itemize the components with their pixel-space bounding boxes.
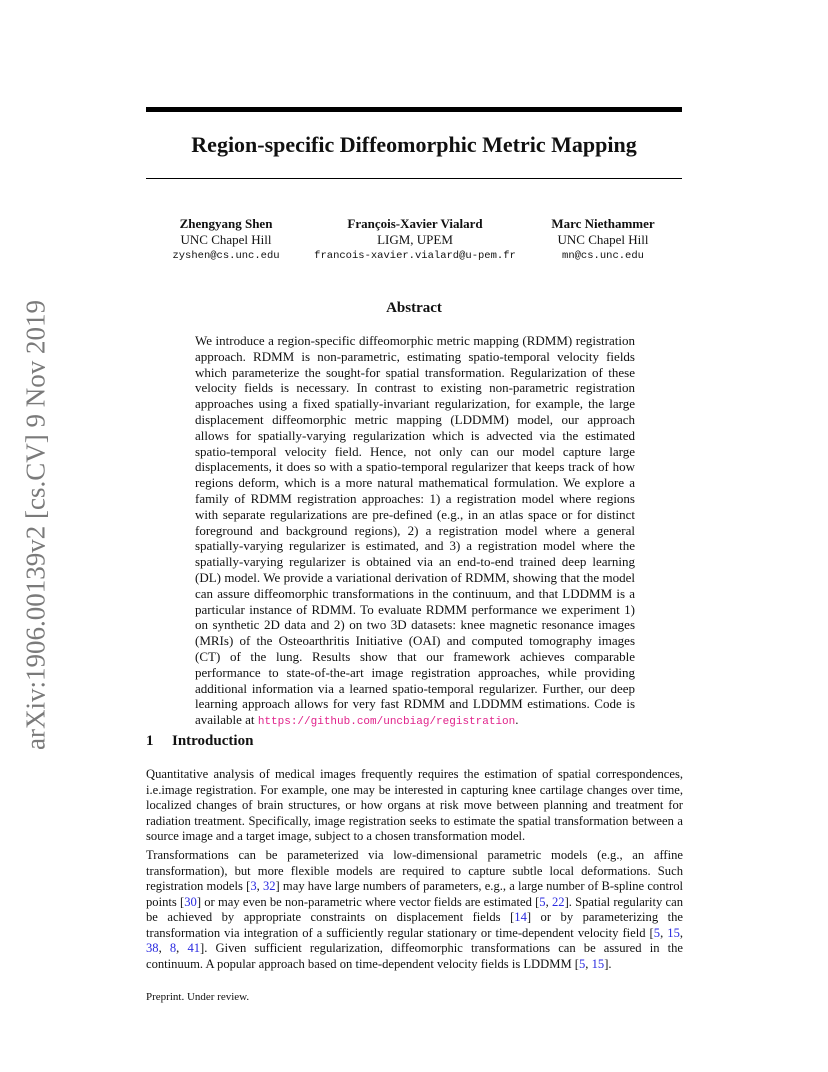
text-run: ] may have large numbers of parameters, e.g., a large number of B-spline control points [: [146, 879, 683, 909]
text-run: ,: [176, 941, 188, 955]
author-email: zyshen@cs.unc.edu: [172, 250, 280, 262]
author-name: Zhengyang Shen: [179, 216, 273, 231]
text-run: ] or by parameterizing the transformation via integration of a sufficiently regular stationary or time-dependent velocity field [: [146, 910, 684, 940]
text-run: ,: [158, 941, 170, 955]
author-name: François-Xavier Vialard: [347, 216, 483, 231]
citation-link[interactable]: 3: [250, 879, 257, 893]
citation-link[interactable]: 41: [187, 941, 201, 955]
citation-link[interactable]: 5: [579, 956, 586, 971]
citation-link[interactable]: 14: [514, 910, 527, 924]
abstract-text: We introduce a region-specific diffeomorphic metric mapping (RDMM) registration approach. RDMM is non-parametric, estimating spatio-temporal velocity fields which parameterize the sought-for spatial transformation. Regularization of these velocity fields is necessary. In contrast to existing non-parametric registration approaches using a fixed spatially-invariant regularization, for example, the large displacement diffeomorphic metric mapping (LDDMM) model, our approach allows for spatially-varying regularization which is advected via the estimated spatio-temporal velocity field. Hence, not only can our model capture large displacements, it does so with a spatio-temporal regularizer that keeps track of how regions deform, which is a more natural mathematical formulation. We explore a family of RDMM registration approaches: 1) a registration model where regions with separate regularizations are pre-defined (e.g., in an atlas space or for distinct foreground and background regions), 2) a registration model where a general spatially-varying regularizer is estimated, and 3) a registration model where the spatially-varying regularizer is obtained via an end-to-end trained deep learning (DL) model. We provide a variational derivation of RDMM, showing that the model can assure diffeomorphic transformations in the continuum, and that LDDMM is a particular instance of RDMM. To evaluate RDMM performance we experiment 1) on synthetic 2D data and 2) on two 3D datasets: knee magnetic resonance images (MRIs) of the Osteoarthritis Initiative (OAI) and computed tomography images (CT) of the lung. Results show that our framework achieves comparable performance to state-of-the-art image registration approaches, while providing additional information via a learned spatio-temporal regularizer. Further, our deep learning approach allows for very fast RDMM and LDDMM estimations. Code is available at: [195, 333, 635, 728]
author-affiliation: LIGM, UPEM: [377, 232, 453, 247]
text-run: ].: [604, 956, 612, 971]
paper-title: Region-specific Diffeomorphic Metric Mapping: [191, 132, 637, 157]
abstract-body: [195, 333, 635, 731]
arxiv-side-label: arXiv:1906.00139v2 [cs.CV] 9 Nov 2019: [20, 300, 51, 750]
author-email: francois-xavier.vialard@u-pem.fr: [314, 250, 516, 262]
abstract-end: .: [515, 712, 519, 728]
text-run: ]. Given sufficient regularization, diffeomorphic transformations can be assured in the continuum. A popular approach based on time-dependent velocity fields is LDDMM [: [146, 941, 684, 971]
author-email: mn@cs.unc.edu: [562, 250, 644, 262]
text-run: ,: [679, 925, 684, 940]
citation-link[interactable]: 15: [591, 956, 605, 971]
intro-paragraph-2: [146, 848, 683, 972]
author-block: [530, 216, 676, 264]
author-affiliation: UNC Chapel Hill: [557, 232, 649, 247]
author-block: [300, 216, 530, 264]
footer-note: Preprint. Under review.: [146, 991, 250, 1003]
citation-link[interactable]: 15: [667, 925, 680, 940]
citation-link[interactable]: 5: [653, 925, 661, 940]
text-run: ,: [585, 956, 592, 971]
abstract-heading: Abstract: [386, 300, 442, 316]
citation-link[interactable]: 30: [184, 894, 197, 909]
section-heading: [146, 733, 253, 750]
text-run: Transformations can be parameterized via low-dimensional parametric models (e.g., an affine transformation), but more flexible models are required to capture subtle local deformations. Such registration models [: [146, 848, 683, 893]
author-affiliation: UNC Chapel Hill: [180, 232, 272, 247]
text-run: ,: [545, 894, 552, 909]
citation-link[interactable]: 5: [539, 894, 546, 909]
citation-link[interactable]: 38: [146, 941, 159, 955]
section-title: Introduction: [172, 733, 254, 749]
intro-paragraph-1: Quantitative analysis of medical images frequently requires the estimation of spatial correspondences, i.e.image registration. For example, one may be interested in capturing knee cartilage changes over time, localized changes of brain structures, or how organs at risk move between planning and treatment for radiation treatment. Specifically, image registration seeks to estimate the spatial transformation between a source image and a target image, subject to a chosen transformation model.: [146, 767, 683, 843]
code-link[interactable]: https://github.com/uncbiag/registration: [257, 716, 516, 729]
text-run: ]. Spatial regularity can be achieved by appropriate constraints on displacement fields [: [146, 894, 683, 924]
title-bottom-rule: [146, 178, 682, 179]
text-run: ,: [256, 879, 263, 893]
author-block: [146, 216, 306, 264]
author-name: Marc Niethammer: [551, 216, 655, 231]
text-run: ,: [660, 925, 668, 940]
citation-link[interactable]: 22: [551, 894, 565, 909]
section-number: 1: [146, 733, 154, 749]
title-top-rule: [146, 107, 682, 112]
citation-link[interactable]: 8: [169, 941, 177, 955]
text-run: ] or may even be non-parametric where vector fields are estimated [: [196, 894, 540, 909]
citation-link[interactable]: 32: [262, 879, 276, 893]
